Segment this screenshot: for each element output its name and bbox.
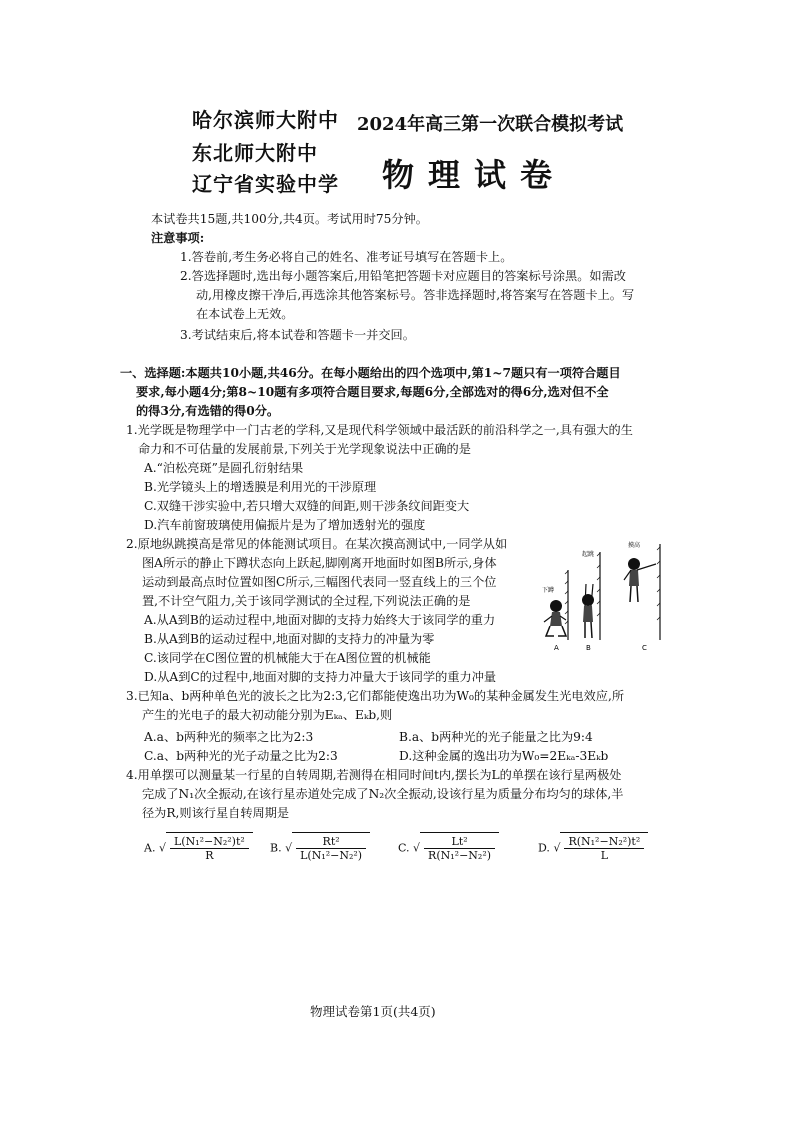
q4-option-b: B. √ $\frac{\text{Rt²}}{\text{L(N₁²−N₂²)}}$ bbox=[270, 832, 370, 862]
school-name-2: 东北师大附中 bbox=[192, 141, 318, 165]
label-c: C bbox=[642, 644, 647, 652]
section-1-line-2: 要求,每小题4分;第8~10题有多项符合题目要求,每题6分,全部选对的得6分,选对但不全 bbox=[136, 385, 609, 399]
q2-jump-figure bbox=[540, 540, 670, 658]
q2-option-a: A.从A到B的运动过程中,地面对脚的支持力始终大于该同学的重力 bbox=[144, 613, 496, 627]
q4-option-a-numerator: L(N₁²−N₂²)t² bbox=[170, 835, 249, 849]
q4-option-a-denominator: R bbox=[205, 849, 214, 862]
q4-option-a: A. √ $\frac{\text{L(N₁²−N₂²)t²}}{R}$ bbox=[144, 832, 253, 862]
q2-stem-1: 2.原地纵跳摸高是常见的体能测试项目。在某次摸高测试中,一同学从如 bbox=[126, 537, 508, 551]
q4-option-b-denominator: L(N₁²−N₂²) bbox=[300, 849, 363, 862]
q2-stem-4: 置,不计空气阻力,关于该同学测试的全过程,下列说法正确的是 bbox=[142, 594, 471, 608]
q2-stem-2: 图A所示的静止下蹲状态向上跃起,脚刚离开地面时如图B所示,身体 bbox=[142, 556, 497, 570]
student-touch bbox=[624, 558, 656, 602]
q3-option-c: C.a、b两种光的光子动量之比为2:3 bbox=[144, 749, 338, 763]
q3-stem-1: 3.已知a、b两种单色光的波长之比为2:3,它们都能使逸出功为W₀的某种金属发生光电效应,所 bbox=[126, 689, 625, 703]
school-name-3: 辽宁省实验中学 bbox=[192, 172, 339, 196]
q3-stem-2: 产生的光电子的最大初动能分别为Eₖₐ、Eₖb,则 bbox=[142, 708, 393, 722]
q4-stem-1: 4.用单摆可以测量某一行星的自转周期,若测得在相同时间t内,摆长为L的单摆在该行星两极处 bbox=[126, 768, 622, 782]
label-a: A bbox=[554, 644, 559, 652]
q4-option-d-label: D. bbox=[538, 841, 550, 855]
q2-option-b: B.从A到B的运动过程中,地面对脚的支持力的冲量为零 bbox=[144, 632, 435, 646]
q1-option-b: B.光学镜头上的增透膜是利用光的干涉原理 bbox=[144, 480, 377, 494]
exam-title: 2024年高三第一次联合模拟考试 bbox=[357, 114, 624, 135]
q4-stem-3: 径为R,则该行星自转周期是 bbox=[142, 806, 290, 820]
q4-option-c-denominator: R(N₁²−N₂²) bbox=[428, 849, 492, 862]
q4-option-c-numerator: Lt² bbox=[424, 835, 495, 849]
label-touch: 摸高 bbox=[628, 542, 641, 549]
label-squat: 下蹲 bbox=[542, 587, 555, 594]
q1-stem-2: 命力和不可估量的发展前景,下列关于光学现象说法中正确的是 bbox=[138, 442, 471, 456]
q3-option-a: A.a、b两种光的频率之比为2:3 bbox=[144, 730, 314, 744]
notes-item-1: 1.答卷前,考生务必将自己的姓名、准考证号填写在答题卡上。 bbox=[180, 250, 513, 264]
q4-option-d-numerator: R(N₁²−N₂²)t² bbox=[564, 835, 644, 849]
q4-option-c-label: C. bbox=[398, 841, 410, 855]
section-1-line-3: 的得3分,有选错的得0分。 bbox=[136, 404, 280, 418]
notes-heading: 注意事项: bbox=[151, 231, 205, 245]
q2-option-d: D.从A到C的过程中,地面对脚的支持力冲量大于该同学的重力冲量 bbox=[144, 670, 497, 684]
q1-option-a: A.“泊松亮斑”是圆孔衍射结果 bbox=[144, 461, 304, 475]
school-name-1: 哈尔滨师大附中 bbox=[192, 108, 339, 132]
q4-option-b-label: B. bbox=[270, 841, 282, 855]
q4-option-b-numerator: Rt² bbox=[296, 835, 366, 849]
paper-title: 物理试卷 bbox=[382, 156, 567, 194]
label-takeoff: 起跳 bbox=[582, 551, 595, 558]
q1-stem-1: 1.光学既是物理学中一门古老的学科,又是现代科学领域中最活跃的前沿科学之一,具有强大的生 bbox=[126, 423, 633, 437]
q2-option-c: C.该同学在C图位置的机械能大于在A图位置的机械能 bbox=[144, 651, 431, 665]
q4-option-a-label: A. bbox=[144, 841, 156, 855]
notes-item-2: 2.答选择题时,选出每小题答案后,用铅笔把答题卡对应题目的答案标号涂黑。如需改 bbox=[180, 269, 626, 283]
q4-option-c: C. √ $\frac{\text{Lt²}}{\text{R(N₁²−N₂²)}}$ bbox=[398, 832, 499, 862]
q4-stem-2: 完成了N₁次全振动,在该行星赤道处完成了N₂次全振动,设该行星为质量分布均匀的球体,半 bbox=[142, 787, 624, 801]
q4-option-d: D. √ $\frac{\text{R(N₁²−N₂²)t²}}{L}$ bbox=[538, 832, 648, 862]
q3-option-b: B.a、b两种光的光子能量之比为9:4 bbox=[399, 730, 593, 744]
student-takeoff bbox=[582, 584, 594, 638]
q2-stem-3: 运动到最高点时位置如图C所示,三幅图代表同一竖直线上的三个位 bbox=[142, 575, 497, 589]
section-1-line-1: 一、选择题:本题共10小题,共46分。在每小题给出的四个选项中,第1~7题只有一项符合题目 bbox=[120, 366, 621, 380]
q4-option-d-denominator: L bbox=[600, 849, 609, 862]
q1-option-c: C.双缝干涉实验中,若只增大双缝的间距,则干涉条纹间距变大 bbox=[144, 499, 470, 513]
student-squat bbox=[544, 600, 566, 636]
q1-option-d: D.汽车前窗玻璃使用偏振片是为了增加透射光的强度 bbox=[144, 518, 426, 532]
exam-intro: 本试卷共15题,共100分,共4页。考试用时75分钟。 bbox=[151, 212, 428, 226]
page-footer: 物理试卷第1页(共4页) bbox=[310, 1004, 436, 1019]
q3-option-d: D.这种金属的逸出功为W₀=2Eₖₐ-3Eₖb bbox=[399, 749, 609, 763]
label-b: B bbox=[586, 644, 591, 652]
notes-item-2-cont: 动,用橡皮擦干净后,再选涂其他答案标号。答非选择题时,将答案写在答题卡上。写 bbox=[196, 288, 635, 302]
notes-item-3: 3.考试结束后,将本试卷和答题卡一并交回。 bbox=[180, 328, 415, 342]
notes-item-2-end: 在本试卷上无效。 bbox=[196, 307, 294, 321]
